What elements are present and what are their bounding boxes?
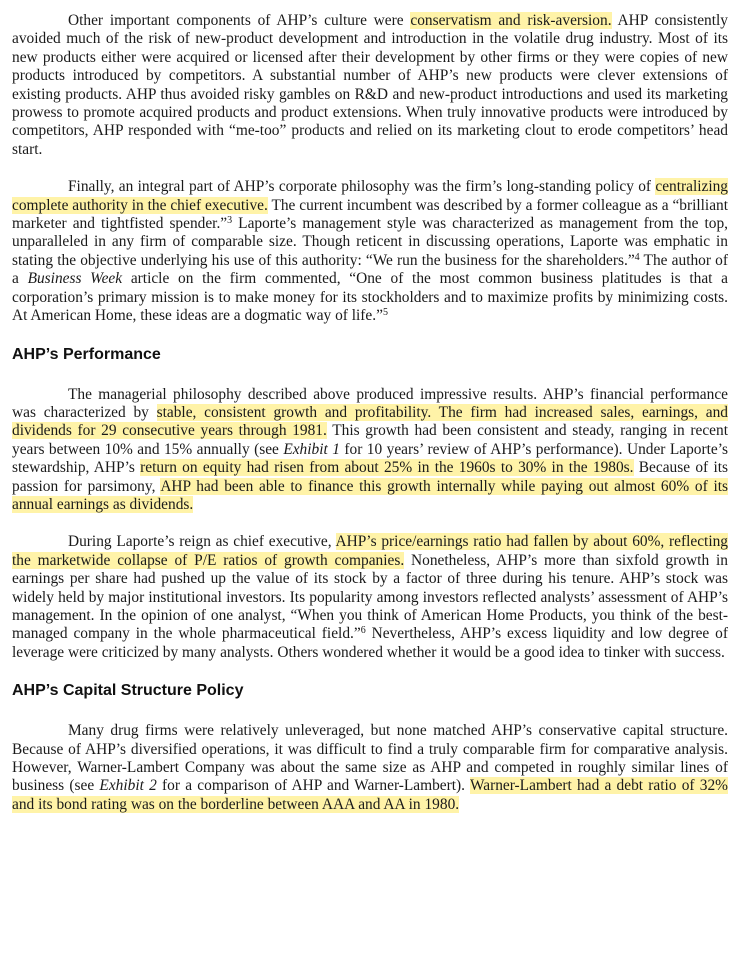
paragraph-reign bbox=[12, 533, 728, 662]
highlight: AHP had been able to finance this growth internally while paying out almost 60% of its annual earnings as dividends. bbox=[12, 477, 728, 513]
highlight: conservatism and risk-aversion. bbox=[410, 12, 612, 29]
text-run: Because of its passion for parsimony, bbox=[12, 459, 728, 495]
paragraph-capital-structure bbox=[12, 722, 728, 814]
text-run: The managerial philosophy described above produced impressive results. AHP’s financial performance was characterized by bbox=[12, 385, 728, 421]
text-run: for 10 years’ review of AHP’s performance). Under Laporte’s stewardship, AHP’s bbox=[12, 440, 728, 477]
exhibit-reference: Exhibit 1 bbox=[283, 440, 340, 458]
highlight: Warner-Lambert had a debt ratio of 32% and its bond rating was on the borderline between AAA and AA in 1980. bbox=[12, 777, 728, 813]
text-run: During Laporte’s reign as chief executive, bbox=[68, 533, 336, 551]
text-run: This growth had been consistent and steady, ranging in recent years between 10% and 15% annually (see bbox=[12, 422, 728, 458]
text-run: Finally, an integral part of AHP’s corporate philosophy was the firm’s long-standing policy of bbox=[68, 178, 656, 196]
paragraph-philosophy bbox=[12, 178, 728, 325]
text-run: Laporte’s management style was characterized as management from the top, unparalleled in any firm of comparable size. Though reticent in discussing operations, Laporte was emphatic in stating the objective underlying his use of this authority: “We run the business for the shareholders.” bbox=[12, 215, 728, 269]
text-run: Nonetheless, AHP’s more than sixfold growth in earnings per share had pushed up the value of its stock by a factor of three during his tenure. AHP’s stock was widely held by major institutional investors. Its popularity among investors reflected analysts’ assessment of AHP’s management. In the opinion of one analyst, “When you think of American Home Products, you think of the best-managed company in the whole pharmaceutical field.” bbox=[12, 551, 728, 643]
document-page bbox=[12, 12, 728, 833]
text-run: for a comparison of AHP and Warner-Lambert). bbox=[156, 777, 470, 795]
section-heading-capital-structure: AHP’s Capital Structure Policy bbox=[12, 682, 244, 700]
section-heading-performance: AHP’s Performance bbox=[12, 345, 161, 363]
text-run: Other important components of AHP’s culture were bbox=[68, 12, 411, 29]
footnote-ref-6: 6 bbox=[360, 625, 366, 637]
footnote-ref-3: 3 bbox=[227, 215, 233, 227]
text-run: The current incumbent was described by a former colleague as a “brilliant marketer and tightfisted spender.” bbox=[12, 196, 728, 233]
highlight: return on equity had risen from about 25% in the 1960s to 30% in the 1980s. bbox=[140, 459, 634, 477]
text-run: article on the firm commented, “One of the most common business platitudes is that a corporation’s primary mission is to make money for its stockholders and to maximize profits by minimizing costs. At American Home, these ideas are a dogmatic way of life.” bbox=[12, 270, 728, 325]
publication-name: Business Week bbox=[27, 270, 123, 288]
highlight: centralizing complete authority in the chief executive. bbox=[12, 178, 728, 214]
exhibit-reference: Exhibit 2 bbox=[99, 777, 157, 795]
text-run: Many drug firms were relatively unleveraged, but none matched AHP’s conservative capital structure. Because of AHP’s diversified operations, it was difficult to find a truly comparable firm for comparative analysis. However, Warner-Lambert Company was about the same size as AHP and competed in roughly similar lines of business (see bbox=[12, 722, 728, 795]
highlight: AHP’s price/earnings ratio had fallen by about 60%, reflecting the marketwide collapse of P/E ratios of growth companies. bbox=[12, 533, 728, 569]
highlight: stable, consistent growth and profitability. The firm had increased sales, earnings, and dividends for 29 consecutive years through 1981. bbox=[12, 403, 728, 440]
footnote-ref-5: 5 bbox=[382, 307, 388, 319]
paragraph-performance bbox=[12, 386, 728, 515]
text-run: AHP consistently avoided much of the risk of new-product development and introduction in the volatile drug industry. Most of its new products either were acquired or licensed after their development by other firms or they were copies of new products introduced by competitors. A substantial number of AHP’s new products were clever extensions of existing products. AHP thus avoided risky gambles on R&D and new-product introductions and used its marketing prowess to promote acquired products and product extensions. When truly innovative products were introduced by competitors, AHP responded with “me-too” products and relied on its marketing clout to erode competitors’ head start. bbox=[12, 12, 728, 158]
text-run: The author of a bbox=[12, 251, 728, 288]
footnote-ref-4: 4 bbox=[634, 251, 640, 263]
paragraph-culture bbox=[12, 12, 728, 159]
text-run: Nevertheless, AHP’s excess liquidity and low degree of leverage were criticized by many analysts. Others wondered whether it would be a good idea to tinker with success. bbox=[12, 625, 728, 661]
